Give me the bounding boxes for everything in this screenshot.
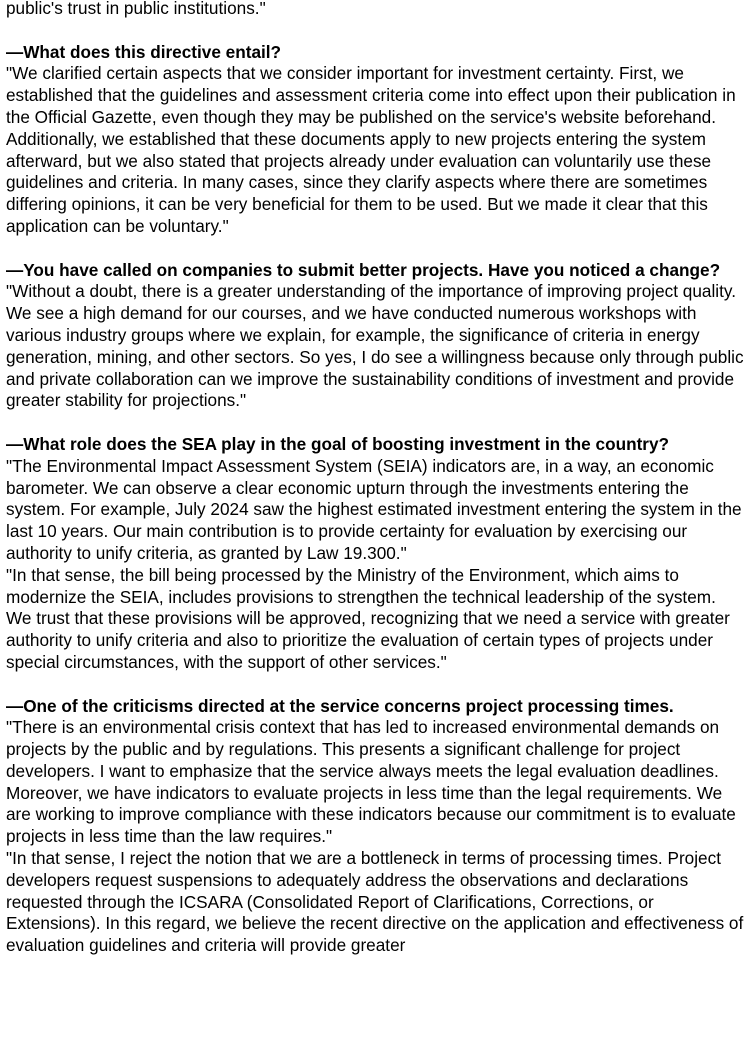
answer-paragraph: "The Environmental Impact Assessment System (SEIA) indicators are, in a way, an economic barometer. We can observe a clear economic upturn through the investments entering the system. For example, July 2024 saw the highest estimated investment entering the system in the last 10 years. Our main contribution is to provide certainty for evaluation by exercising our authority to unify criteria, as granted by Law 19.300." [6,455,742,563]
qa-section-processing-times [6,696,744,958]
article-body [6,0,744,979]
question-heading: —You have called on companies to submit better projects. Have you noticed a change? [6,259,721,280]
qa-section-better-projects [6,260,744,413]
answer-paragraph: "We clarified certain aspects that we consider important for investment certainty. First, we established that the guidelines and assessment criteria come into effect upon their publication in the Official Gazette, even though they may be published on the service's website beforehand. Additionally, we established that these documents apply to new projects entering the system afterward, but we also stated that projects already under evaluation can voluntarily use these guidelines and criteria. In many cases, since they clarify aspects where there are sometimes differing opinions, it can be very beneficial for them to be used. But we made it clear that this application can be voluntary." [6,63,736,236]
answer-paragraph: "There is an environmental crisis context that has led to increased environmental demands on projects by the public and by regulations. This presents a significant challenge for project developers. I want to emphasize that the service always meets the legal evaluation deadlines. Moreover, we have indicators to evaluate projects in less time than the legal requirements. We are working to improve compliance with these indicators because our commitment is to evaluate projects in less time than the law requires." [6,717,736,847]
question-heading: —What role does the SEA play in the goal of boosting investment in the country? [6,433,670,454]
qa-section-sea-role [6,434,744,674]
lead-paragraph: public's trust in public institutions." [6,0,266,18]
answer-paragraph: "Without a doubt, there is a greater understanding of the importance of improving project quality. We see a high demand for our courses, and we have conducted numerous workshops with various industry groups where we explain, for example, the significance of criteria in energy generation, mining, and other sectors. So yes, I do see a willingness because only through public and private collaboration can we improve the sustainability conditions of investment and provide greater stability for projections." [6,281,744,411]
lead-block [6,0,744,20]
question-heading: —One of the criticisms directed at the service concerns project processing times. [6,695,674,716]
question-heading: —What does this directive entail? [6,41,282,62]
answer-paragraph: "In that sense, I reject the notion that we are a bottleneck in terms of processing times. Project developers request suspensions to adequately address the observations and declarations requested through the ICSARA (Consolidated Report of Clarifications, Corrections, or Extensions). In this regard, we believe the recent directive on the application and effectiveness of evaluation guidelines and criteria will provide greater [6,848,744,956]
answer-paragraph: "In that sense, the bill being processed by the Ministry of the Environment, which aims to modernize the SEIA, includes provisions to strengthen the technical leadership of the system. We trust that these provisions will be approved, recognizing that we need a service with greater authority to unify criteria and also to prioritize the evaluation of certain types of projects under special circumstances, with the support of other services." [6,564,730,672]
qa-section-directive [6,42,744,238]
